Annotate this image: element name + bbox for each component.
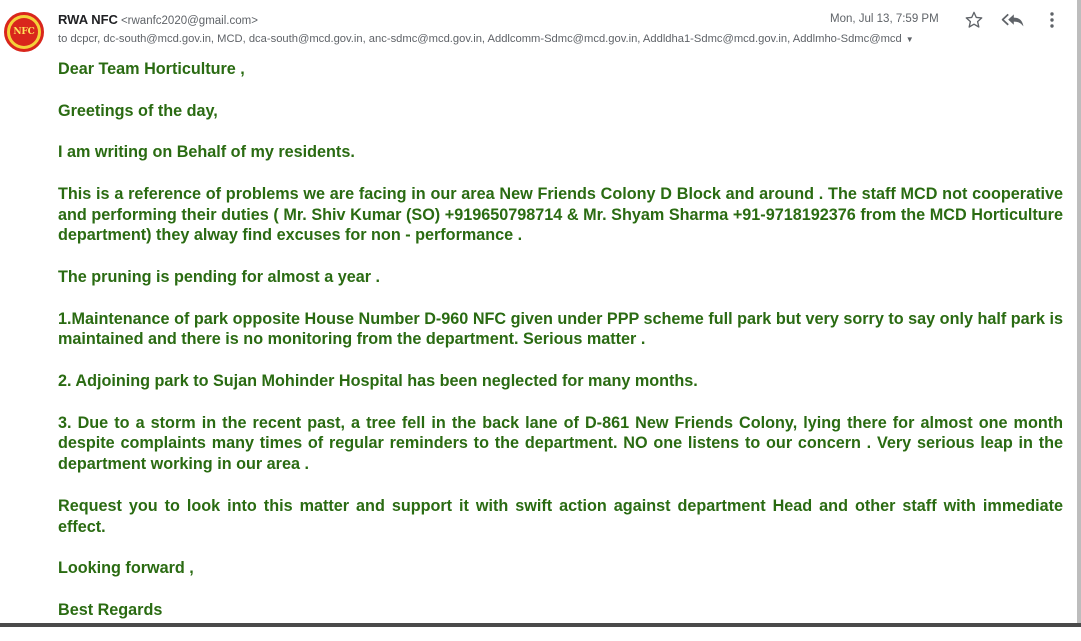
sender-avatar[interactable] (4, 12, 44, 52)
sender-email: <rwanfc2020@gmail.com> (120, 15, 258, 27)
recipients-line[interactable] (58, 33, 914, 45)
recipients-text: to dcpcr, dc-south@mcd.gov.in, MCD, dca-south@mcd.gov.in, anc-sdmc@mcd.gov.in, Addlcomm-Sdmc@mcd.gov.in, Addldha1-Sdmc@mcd.gov.in, Addlmho-Sdmc@mcd (58, 33, 902, 45)
request: Request you to look into this matter and support it with swift action against department Head and other staff with immediate effect. (58, 496, 1063, 536)
caret-down-icon[interactable]: ▼ (905, 34, 914, 44)
greeting: Dear Team Horticulture , (58, 60, 245, 78)
point-2: 2. Adjoining park to Sujan Mohinder Hospital has been neglected for many months. (58, 371, 698, 390)
star-icon[interactable] (961, 8, 987, 32)
reply-all-icon[interactable] (1000, 8, 1026, 32)
email-body (58, 59, 1063, 641)
intro: I am writing on Behalf of my residents. (58, 143, 355, 162)
pruning-note: The pruning is pending for almost a year . (58, 267, 380, 286)
sign-off: Best Regards (58, 600, 163, 619)
email-date: Mon, Jul 13, 7:59 PM (830, 13, 939, 25)
more-vert-icon[interactable] (1039, 8, 1065, 32)
salutation: Greetings of the day, (58, 101, 218, 120)
point-1: 1.Maintenance of park opposite House Number D-960 NFC given under PPP scheme full park but very sorry to say only half park is maintained and there is no monitoring from the department. Serious matter . (58, 309, 1063, 349)
avatar-logo: NFC (10, 18, 38, 46)
sender-name[interactable]: RWA NFC (58, 12, 118, 27)
window-edge-right (1077, 0, 1081, 627)
sender-line (58, 12, 258, 27)
problem-statement: This is a reference of problems we are facing in our area New Friends Colony D Block and around . The staff MCD not cooperative and performing their duties ( Mr. Shiv Kumar (SO) +919650798714 & Mr. Shyam Sharma +91-9718192376 from the MCD Horticulture department) they alway find excuses for non - performance . (58, 184, 1063, 245)
closing: Looking forward , (58, 559, 194, 578)
point-3: 3. Due to a storm in the recent past, a tree fell in the back lane of D-861 New Friends Colony, lying there for almost one month despite complaints many times of regular reminders to the department. NO one listens to our concern . Very serious leap in the department working in our area . (58, 413, 1063, 474)
